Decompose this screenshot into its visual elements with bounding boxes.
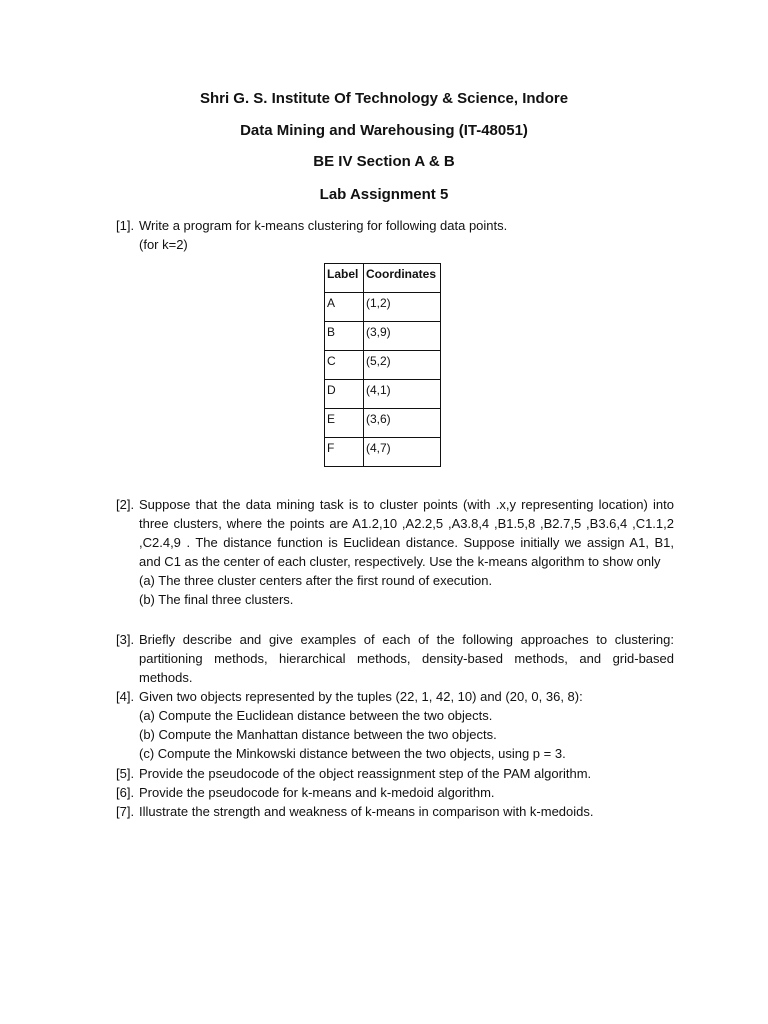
question-part-a: (a) Compute the Euclidean distance between the two objects. [139,708,493,723]
table-row [325,409,441,438]
question-part-a: (a) The three cluster centers after the first round of execution. [139,573,493,588]
cell-label: F [325,438,364,467]
table-row [325,293,441,322]
question-7 [116,802,674,821]
cell-coordinates: (5,2) [364,351,441,380]
cell-label: E [325,409,364,438]
question-1 [116,216,674,254]
question-text: Given two objects represented by the tuples (22, 1, 42, 10) and (20, 0, 36, 8): [139,689,583,704]
table-row [325,380,441,409]
column-header-label: Label [325,264,364,293]
question-part-b: (b) The final three clusters. [139,592,294,607]
data-points-table [324,263,441,467]
question-text: Write a program for k-means clustering for following data points. [139,218,508,233]
question-number: [7]. [116,804,135,819]
cell-label: B [325,322,364,351]
table-row [325,322,441,351]
cell-coordinates: (3,6) [364,409,441,438]
question-6 [116,783,674,802]
question-2 [116,495,674,609]
cell-label: D [325,380,364,409]
question-5 [116,764,674,783]
cell-label: A [325,293,364,322]
cell-coordinates: (3,9) [364,322,441,351]
column-header-coordinates: Coordinates [364,264,441,293]
course-title: Data Mining and Warehousing (IT-48051) [240,122,528,139]
cell-coordinates: (4,7) [364,438,441,467]
question-text: Suppose that the data mining task is to cluster points (with .x,y representing location) into three clusters, where the points are A1.2,10 ,A2.2,5 ,A3.8,4 ,B1.5,8 ,B2.7,5 ,B3.6,4 ,C1.1,2 ,C2.4,9 . The distance function is Euclidean distance. Suppose initially we assign A1, B1, and C1 as the center of each cluster, respectively. Use the k-means algorithm to show only [139,497,674,569]
question-text: Briefly describe and give examples of each of the following approaches to clustering: partitioning methods, hierarchical methods, density-based methods, and grid-based methods. [139,632,674,685]
table-row [325,438,441,467]
question-number: [5]. [116,766,135,781]
question-number: [1]. [116,218,135,233]
question-part-c: (c) Compute the Minkowski distance between the two objects, using p = 3. [139,746,566,761]
cell-coordinates: (1,2) [364,293,441,322]
cell-label: C [325,351,364,380]
section-title: BE IV Section A & B [313,153,455,170]
question-4 [116,687,674,763]
assignment-title: Lab Assignment 5 [319,186,449,203]
question-text: Illustrate the strength and weakness of k-means in comparison with k-medoids. [139,804,594,819]
cell-coordinates: (4,1) [364,380,441,409]
question-3 [116,630,674,687]
table-header-row [325,264,441,293]
table-row [325,351,441,380]
question-part-b: (b) Compute the Manhattan distance between the two objects. [139,727,497,742]
question-number: [3]. [116,632,135,647]
question-number: [4]. [116,689,135,704]
institute-title: Shri G. S. Institute Of Technology & Science, Indore [199,90,569,107]
question-text: Provide the pseudocode of the object reassignment step of the PAM algorithm. [139,766,592,781]
question-text: Provide the pseudocode for k-means and k-medoid algorithm. [139,785,495,800]
question-number: [6]. [116,785,135,800]
question-subtext: (for k=2) [139,237,188,252]
question-number: [2]. [116,497,135,512]
